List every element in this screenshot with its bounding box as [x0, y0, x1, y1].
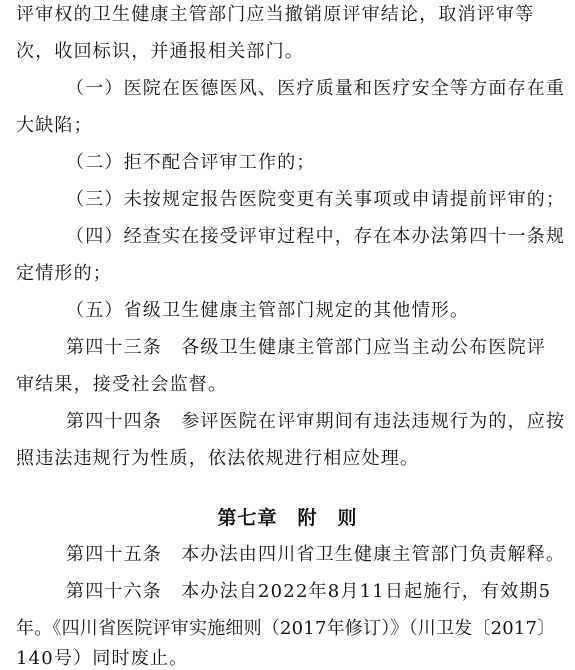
text-line: 大缺陷； [16, 115, 93, 136]
text-line: （四）经查实在接受评审过程中，存在本办法第四十一条规 [66, 226, 566, 247]
text-line: 140号）同时废止。 [16, 648, 189, 669]
text-line: 审结果，接受社会监督。 [16, 374, 228, 395]
text-line: 照违法违规行为性质，依法依规进行相应处理。 [16, 448, 420, 469]
text-line: 第四十四条 参评医院在评审期间有违法违规行为的，应按 [66, 411, 566, 432]
text-line: （三）未按规定报告医院变更有关事项或申请提前评审的； [66, 189, 566, 210]
chapter-heading: 第七章 附 则 [217, 507, 358, 529]
text-line: 第四十六条 本办法自2022年8月11日起施行，有效期5 [66, 581, 552, 602]
text-line: 评审权的卫生健康主管部门应当撤销原评审结论，取消评审等 [16, 4, 535, 25]
text-line: 定情形的； [16, 263, 112, 284]
text-line: （二）拒不配合评审工作的； [66, 152, 316, 173]
text-line: 第四十三条 各级卫生健康主管部门应当主动公布医院评 [66, 337, 546, 358]
text-line: （五）省级卫生健康主管部门规定的其他情形。 [66, 300, 470, 321]
text-line: 第四十五条 本办法由四川省卫生健康主管部门负责解释。 [66, 544, 566, 565]
text-line: 年。《四川省医院评审实施细则（2017年修订）》（川卫发〔2017〕 [16, 618, 556, 639]
text-line: 次，收回标识，并通报相关部门。 [16, 41, 304, 62]
text-line: （一）医院在医德医风、医疗质量和医疗安全等方面存在重 [66, 78, 566, 99]
